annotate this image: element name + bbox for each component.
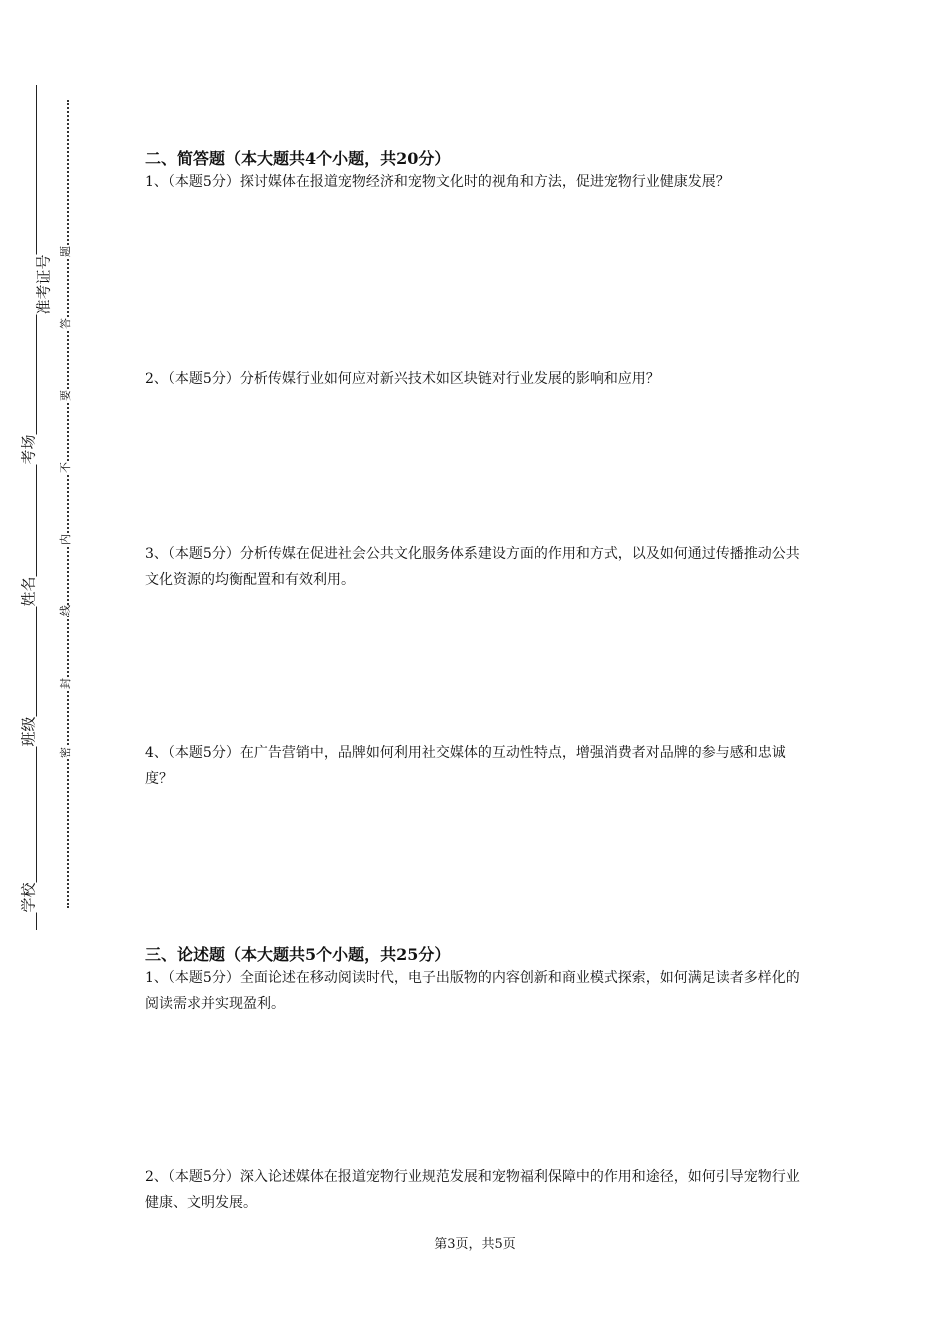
question-item: 4、（本题5分）在广告营销中，品牌如何利用社交媒体的互动性特点，增强消费者对品牌的参与感和忠诚度？ xyxy=(145,745,786,787)
class-label: 班级 xyxy=(19,716,38,747)
seal-char-feng: 封 xyxy=(59,678,72,689)
seal-dotted-line xyxy=(67,100,69,908)
section-title: 三、论述题（本大题共5个小题，共25分） xyxy=(145,945,451,964)
seal-char-bu: 不 xyxy=(59,462,72,473)
seal-char-nei: 内 xyxy=(59,534,72,545)
seal-char-da: 答 xyxy=(59,318,72,329)
section-title: 二、简答题（本大题共4个小题，共20分） xyxy=(145,149,451,168)
seal-char-ti: 题 xyxy=(59,246,72,257)
question-item: 1、（本题5分）全面论述在移动阅读时代，电子出版物的内容创新和商业模式探索，如何满足读者多样化的阅读需求并实现盈利。 xyxy=(145,970,800,1012)
page-footer: 第3页，共5页 xyxy=(434,1237,516,1252)
admission-number-label: 准考证号 xyxy=(34,254,53,315)
exam-room-label: 考场 xyxy=(19,434,38,465)
seal-char-yao: 要 xyxy=(59,390,72,401)
binding-margin-line xyxy=(36,85,37,930)
question-item: 3、（本题5分）分析传媒在促进社会公共文化服务体系建设方面的作用和方式，以及如何通过传播推动公共文化资源的均衡配置和有效利用。 xyxy=(145,546,800,588)
question-item: 2、（本题5分）分析传媒行业如何应对新兴技术如区块链对行业发展的影响和应用？ xyxy=(145,371,660,387)
name-label: 姓名 xyxy=(19,576,38,607)
seal-char-xian: 线 xyxy=(59,605,72,616)
question-item: 2、（本题5分）深入论述媒体在报道宠物行业规范发展和宠物福利保障中的作用和途径，如何引导宠物行业健康、文明发展。 xyxy=(145,1169,800,1211)
school-label: 学校 xyxy=(19,882,38,913)
seal-char-mi: 密 xyxy=(59,747,72,758)
question-item: 1、（本题5分）探讨媒体在报道宠物经济和宠物文化时的视角和方法，促进宠物行业健康发展？ xyxy=(145,174,730,190)
